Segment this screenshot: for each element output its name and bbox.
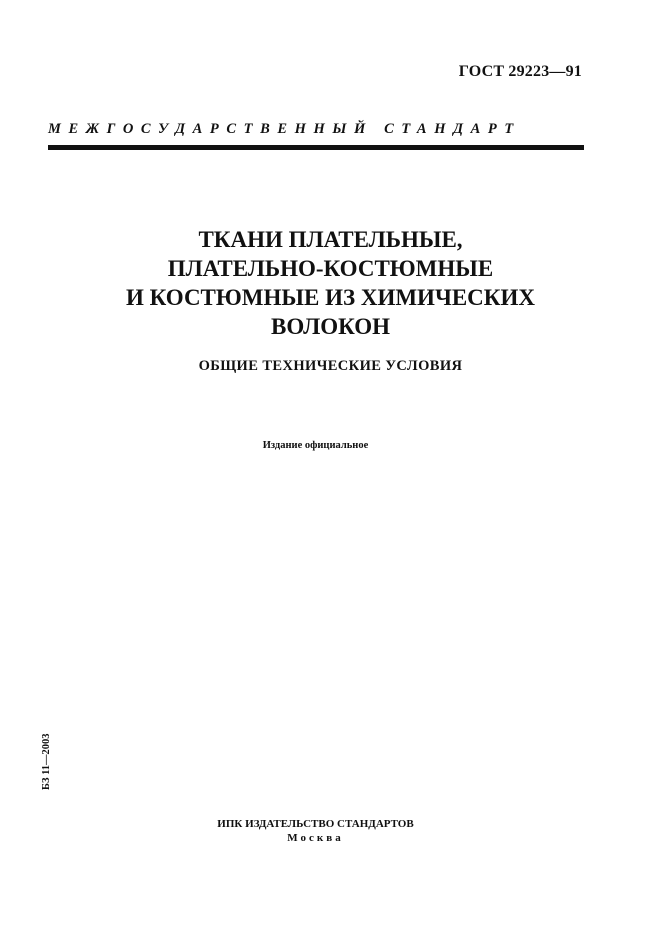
publisher-city: Москва xyxy=(287,832,344,844)
header-rule xyxy=(48,145,584,150)
title-line-1: ТКАНИ ПЛАТЕЛЬНЫЕ, xyxy=(198,227,463,252)
document-subtitle: ОБЩИЕ ТЕХНИЧЕСКИЕ УСЛОВИЯ xyxy=(198,358,463,374)
document-title xyxy=(0,225,661,341)
side-code: БЗ 11—2003 xyxy=(41,733,52,790)
edition-note: Издание официальное xyxy=(262,440,369,451)
title-line-2: ПЛАТЕЛЬНО-КОСТЮМНЫЕ xyxy=(167,256,494,281)
title-line-4: ВОЛОКОН xyxy=(271,314,390,339)
title-line-3: И КОСТЮМНЫЕ ИЗ ХИМИЧЕСКИХ xyxy=(126,285,535,310)
document-code: ГОСТ 29223—91 xyxy=(458,63,582,80)
publisher-name: ИПК ИЗДАТЕЛЬСТВО СТАНДАРТОВ xyxy=(217,818,414,830)
interstate-standard-label: МЕЖГОСУДАРСТВЕННЫЙ СТАНДАРТ xyxy=(48,121,521,137)
